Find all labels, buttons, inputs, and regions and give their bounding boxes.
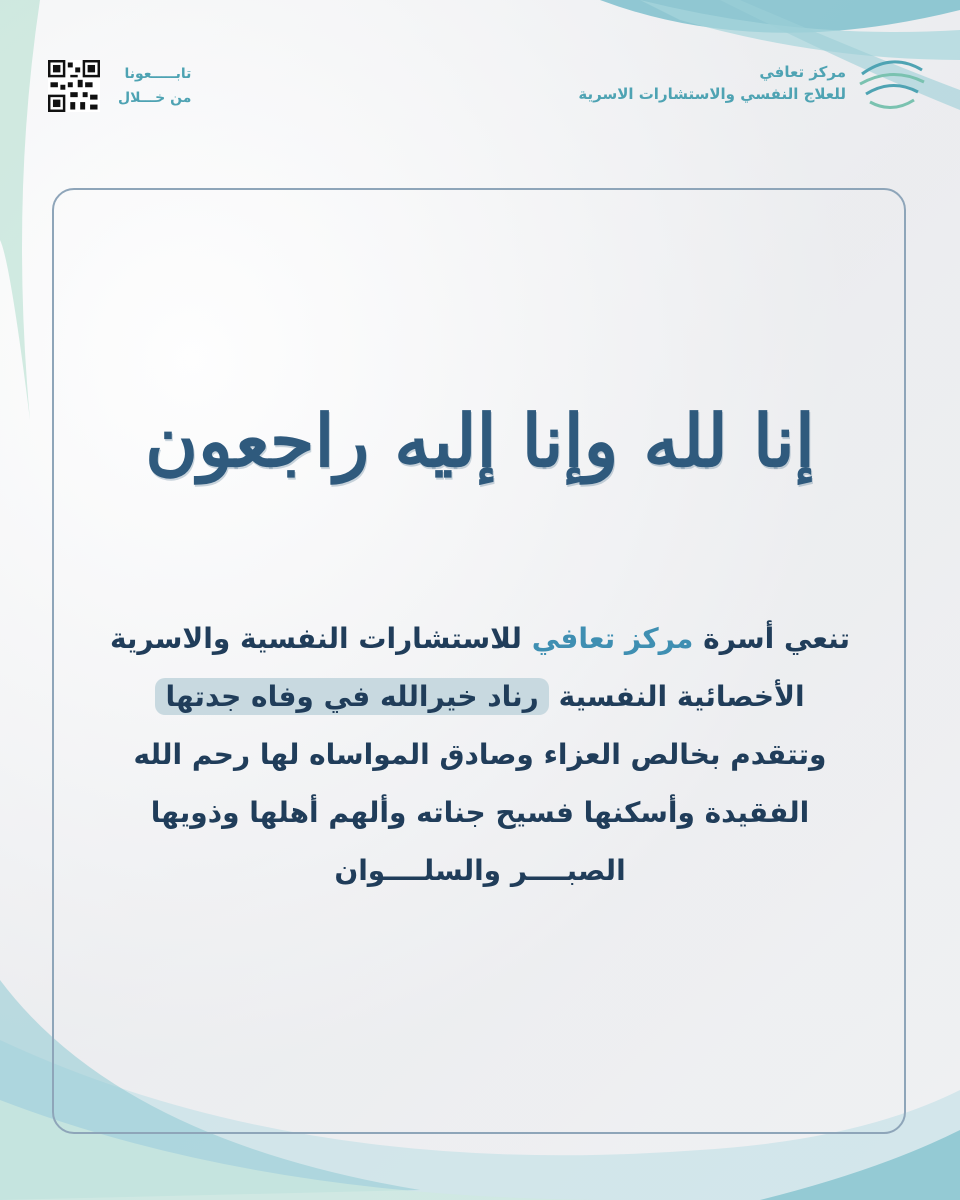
- message-line-3: وتتقدم بخالص العزاء وصادق المواساه لها رحم الله: [133, 738, 827, 771]
- message-line-4: الفقيدة وأسكنها فسيح جناته وألهم أهلها وذويها: [150, 796, 810, 829]
- brand-logo: [578, 52, 928, 114]
- follow-line-2: من خـــلال: [118, 90, 192, 106]
- qr-code-icon[interactable]: [48, 60, 100, 112]
- line1-text-b: للاستشارات النفسية والاسرية: [109, 622, 522, 655]
- follow-us: [48, 60, 191, 112]
- line1-text-a: تنعي أسرة: [703, 622, 851, 655]
- brand-subtitle: للعلاج النفسي والاستشارات الاسرية: [578, 85, 846, 103]
- highlighted-name: رناد خيرالله في وفاه جدتها: [155, 678, 548, 715]
- calligraphy-text: إنا لله وإنا إليه راجعون: [145, 397, 815, 483]
- message-line-1: [70, 610, 890, 668]
- center-name: مركز تعافي: [531, 622, 694, 655]
- follow-line-1: تابـــــعونا: [124, 66, 192, 82]
- wave-hands-logo-icon: [856, 52, 928, 114]
- message-line-2: [70, 668, 890, 726]
- condolence-message: [70, 610, 890, 900]
- line2-text-a: الأخصائية النفسية: [558, 680, 805, 713]
- left-wave-1: [0, 0, 40, 420]
- calligraphy-heading: [90, 330, 870, 550]
- message-line-5: الصبــــر والسلــــوان: [334, 854, 626, 887]
- brand-title: مركز تعافي: [759, 63, 846, 81]
